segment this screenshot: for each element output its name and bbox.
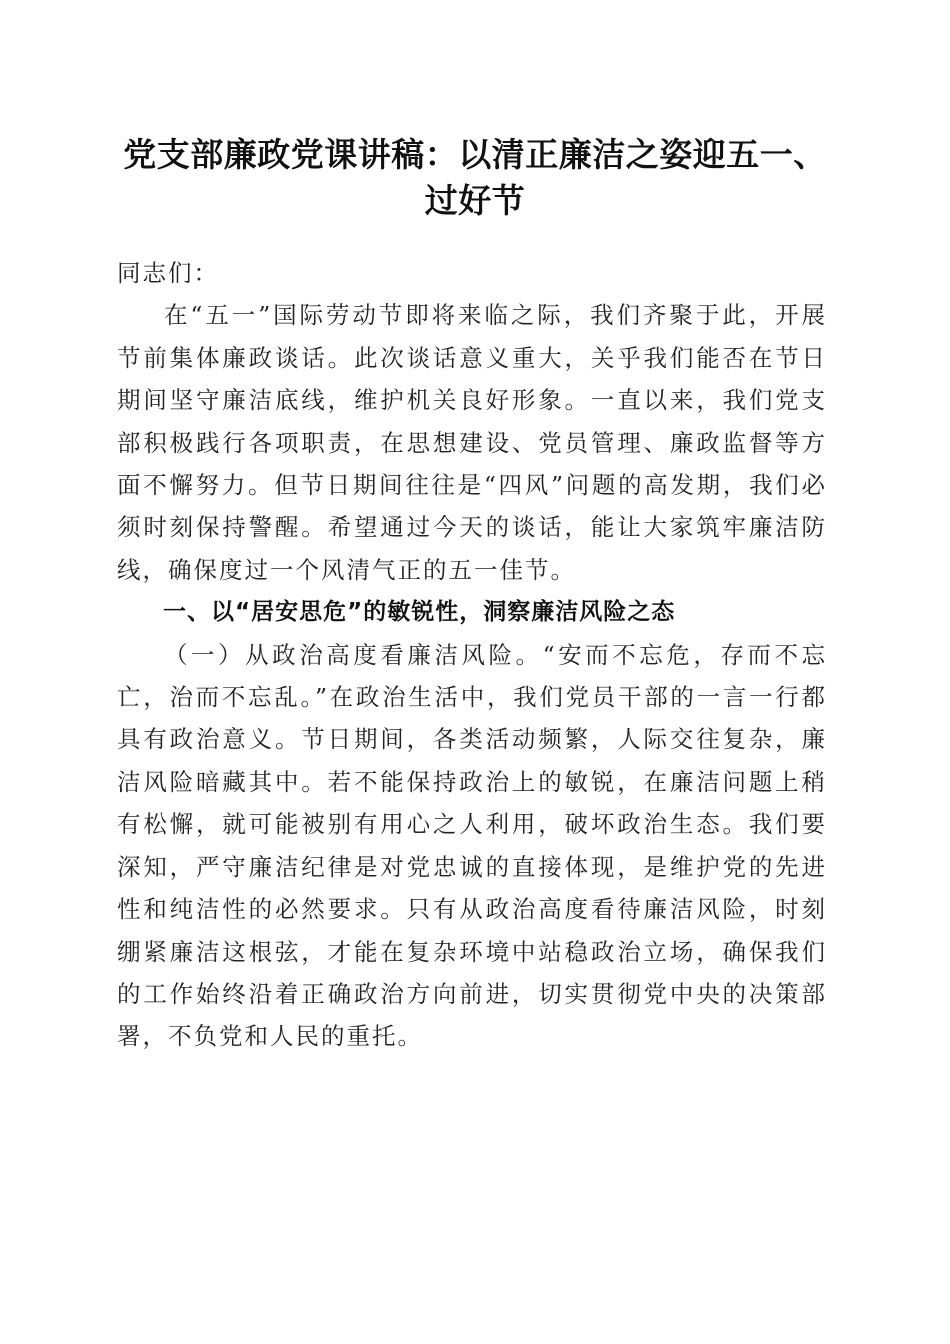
section-1-heading: 一、以“居安思危”的敏锐性，洞察廉洁风险之态 [163,599,676,626]
document-title [100,132,850,224]
salutation: 同志们： [117,259,219,287]
title-line-2: 过好节 [424,181,526,220]
section-1-paragraph-1: （一）从政治高度看廉洁风险。“安而不忘危，存而不忘亡，治而不忘乱。”在政治生活中，我们党员干部的一言一行都具有政治意义。节日期间，各类活动频繁，人际交往复杂，廉洁风险暗藏其中。若不能保持政治上的敏锐，在廉洁问题上稍有松懈，就可能被别有用心之人利用，破坏政治生态。我们要深知，严守廉洁纪律是对党忠诚的直接体现，是维护党的先进性和纯洁性的必然要求。只有从政治高度看待廉洁风险，时刻绷紧廉洁这根弦，才能在复杂环境中站稳政治立场，确保我们的工作始终沿着正确政治方向前进，切实贯彻党中央的决策部署，不负党和人民的重托。 [117,640,827,1051]
document-body [117,252,827,1058]
intro-paragraph: 在“五一”国际劳动节即将来临之际，我们齐聚于此，开展节前集体廉政谈话。此次谈话意义重大，关乎我们能否在节日期间坚守廉洁底线，维护机关良好形象。一直以来，我们党支部积极践行各项职责，在思想建设、党员管理、廉政监督等方面不懈努力。但节日期间往往是“四风”问题的高发期，我们必须时刻保持警醒。希望通过今天的谈话，能让大家筑牢廉洁防线，确保度过一个风清气正的五一佳节。 [117,301,827,584]
title-line-1: 党支部廉政党课讲稿：以清正廉洁之姿迎五一、 [123,135,827,174]
